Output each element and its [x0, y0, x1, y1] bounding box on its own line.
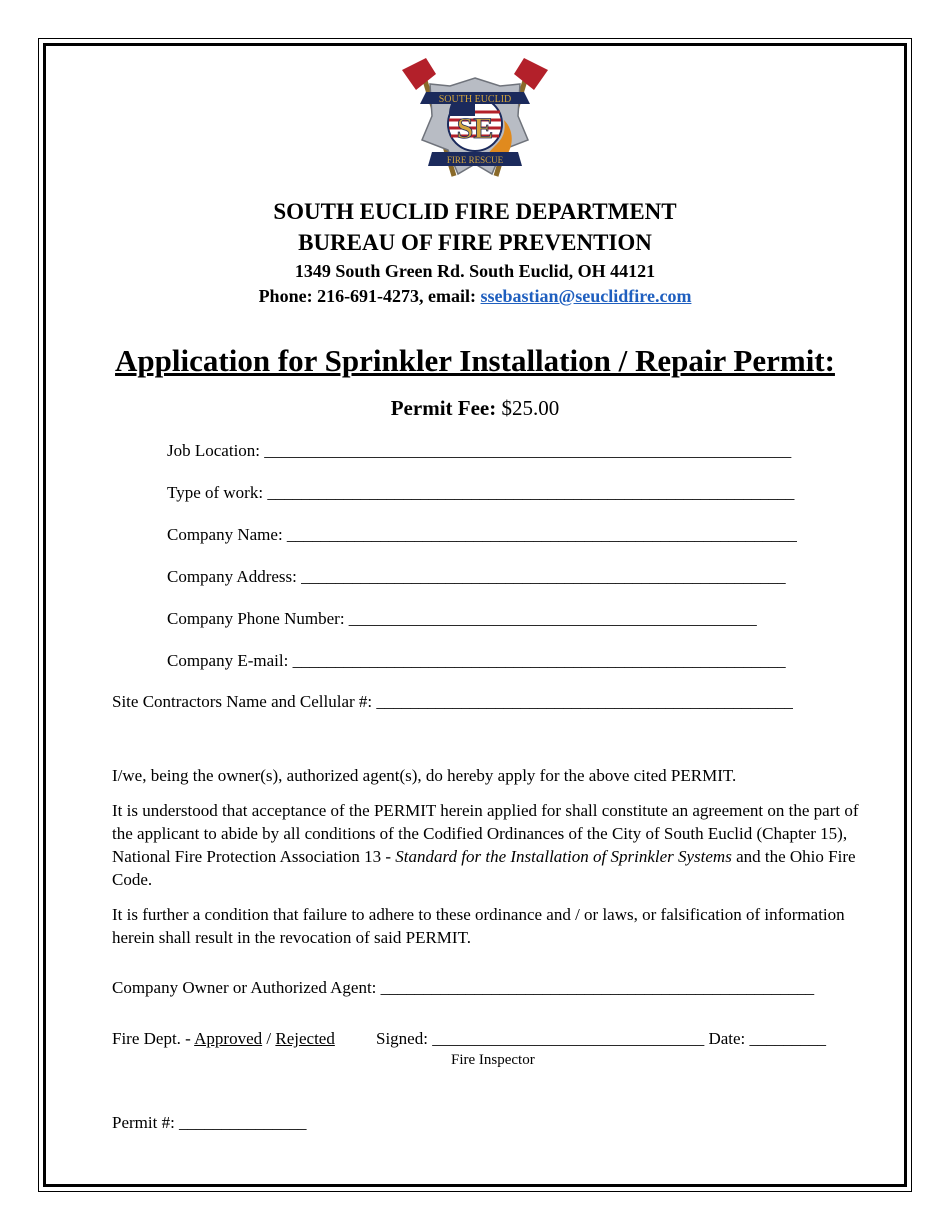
svg-text:SE: SE: [456, 112, 494, 145]
statement-agreement-text: It is understood that acceptance of the PERMIT herein applied for shall constitute an agreement on the part of the applicant to abide by all conditions of the Codified Ordinances of the City of South Euclid (Chapter 15), National Fire Protection Association 13 -: [112, 801, 859, 866]
permit-number-field[interactable]: Permit #: _______________: [112, 1113, 307, 1132]
company-address-field[interactable]: Company Address: _________________________________________________________: [167, 567, 786, 586]
permit-fee-label: Permit Fee:: [390, 396, 497, 420]
statement-agreement: [112, 799, 882, 891]
approval-separator: /: [262, 1029, 276, 1048]
statement-apply: I/we, being the owner(s), authorized agent(s), do hereby apply for the above cited PERMIT.: [112, 766, 737, 785]
fire-dept-prefix: Fire Dept. -: [112, 1029, 195, 1048]
email-link[interactable]: ssebastian@seuclidfire.com: [480, 286, 692, 306]
site-contractor-field[interactable]: Site Contractors Name and Cellular #: _________________________________________________: [112, 692, 793, 711]
owner-agent-signature-field[interactable]: Company Owner or Authorized Agent: ___________________________________________________: [112, 978, 815, 997]
bureau-name: BUREAU OF FIRE PREVENTION: [298, 230, 652, 255]
fire-dept-approval-line: [112, 1029, 335, 1049]
inspector-signature-field[interactable]: Signed: ________________________________ Date: _________: [376, 1029, 827, 1048]
statement-revocation: It is further a condition that failure to adhere to these ordinance and / or laws, or falsification of information herein shall result in the revocation of said PERMIT.: [112, 905, 845, 947]
contact-prefix: Phone: 216-691-4273, email:: [258, 286, 481, 306]
logo-ring-top-text: SOUTH EUCLID: [438, 94, 512, 105]
approved-option[interactable]: Approved: [194, 1029, 263, 1048]
department-name: SOUTH EUCLID FIRE DEPARTMENT: [273, 199, 677, 224]
standard-title: Standard for the Installation of Sprinkler Systems: [395, 847, 732, 866]
permit-fee-value: $25.00: [501, 396, 560, 420]
contact-line: [0, 286, 950, 307]
department-address: 1349 South Green Rd. South Euclid, OH 44121: [294, 261, 656, 281]
type-of-work-field[interactable]: Type of work: ______________________________________________________________: [167, 483, 795, 502]
company-name-field[interactable]: Company Name: ____________________________________________________________: [167, 525, 797, 544]
company-phone-field[interactable]: Company Phone Number: ________________________________________________: [167, 609, 757, 628]
logo-ring-bottom-text: FIRE RESCUE: [446, 155, 504, 165]
permit-fee: [0, 396, 950, 421]
statement-block: [112, 764, 882, 949]
fire-rescue-logo: [396, 56, 554, 182]
form-title: Application for Sprinkler Installation / Repair Permit:: [115, 343, 835, 378]
statement-agreement-end: and the Ohio Fire Code.: [112, 847, 856, 889]
job-location-field[interactable]: Job Location: ______________________________________________________________: [167, 441, 792, 460]
rejected-option[interactable]: Rejected: [275, 1029, 335, 1048]
fire-inspector-caption: Fire Inspector: [451, 1052, 535, 1068]
company-email-field[interactable]: Company E-mail: __________________________________________________________: [167, 651, 786, 670]
